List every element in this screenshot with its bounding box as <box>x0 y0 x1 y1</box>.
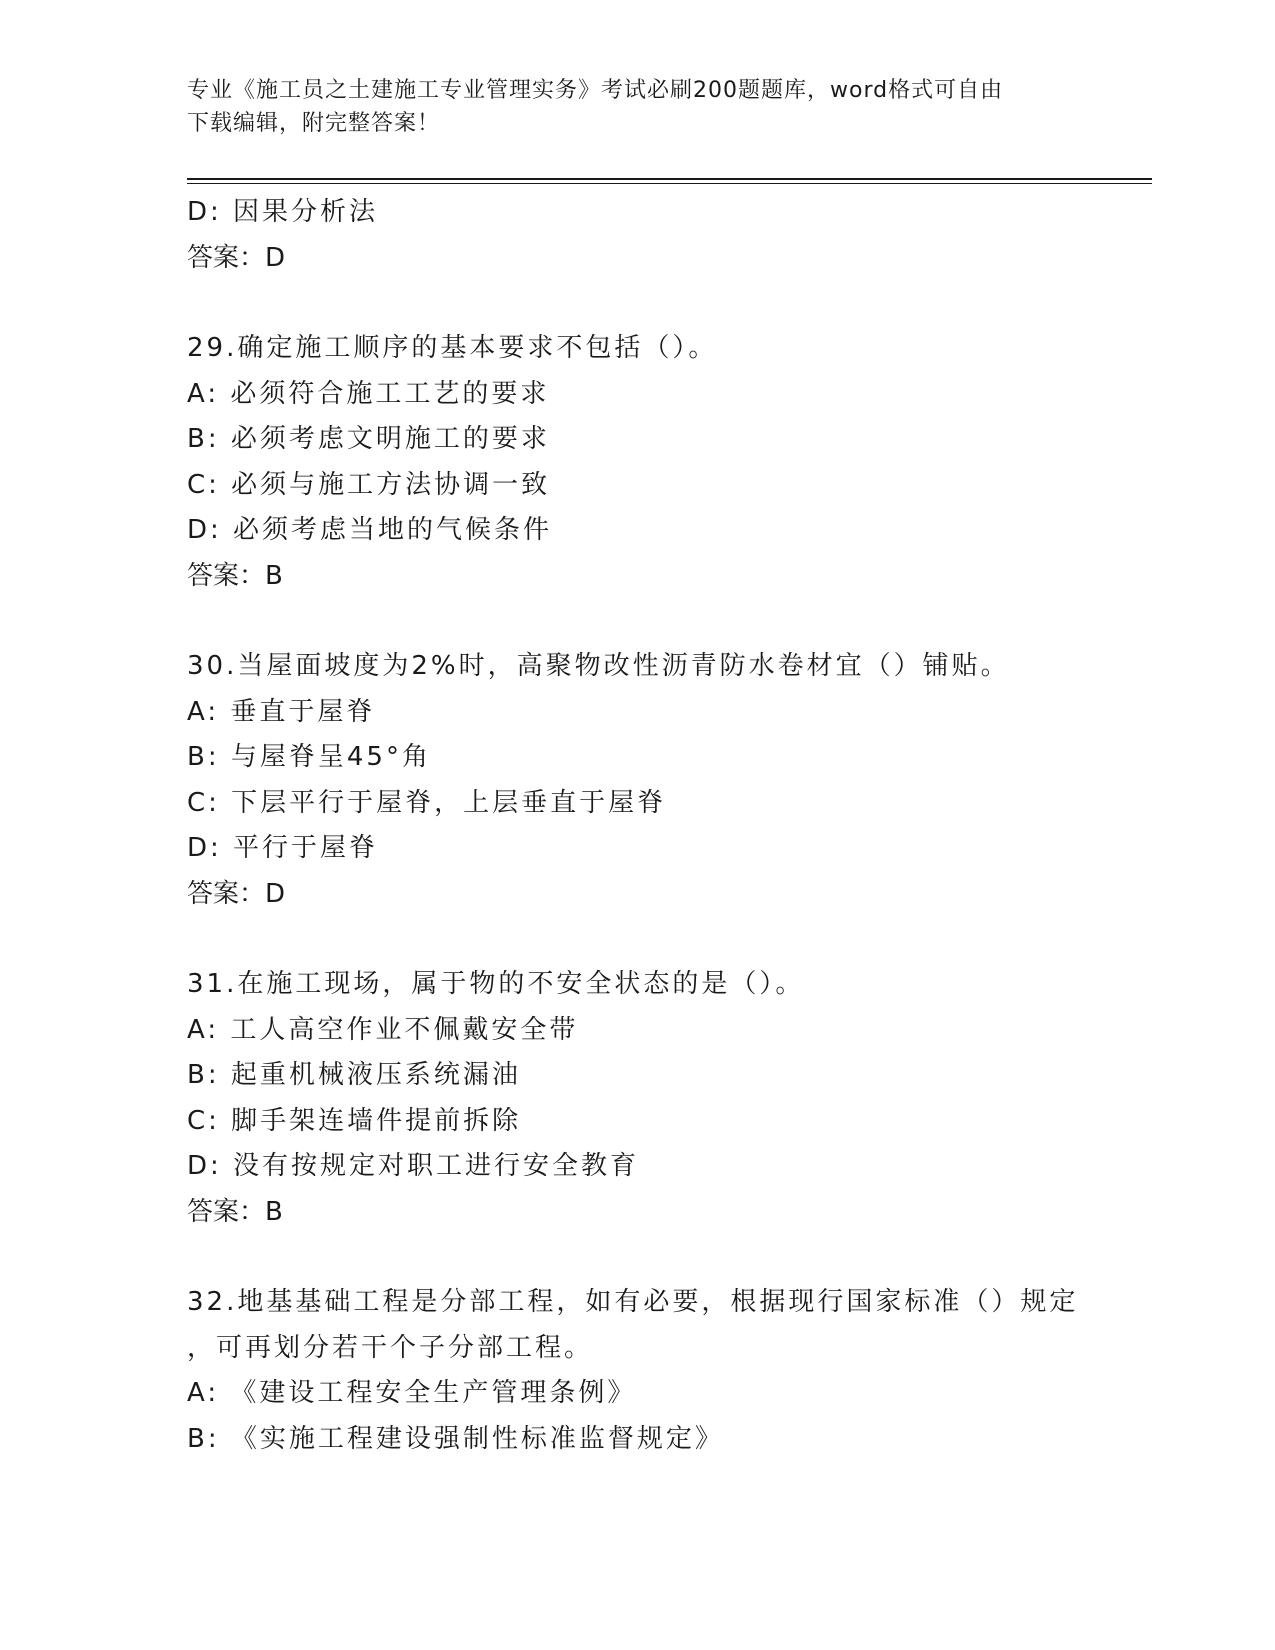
option-c: C: 必须与施工方法协调一致 <box>187 469 551 500</box>
spacer <box>187 917 1087 962</box>
question-stem: 29.确定施工顺序的基本要求不包括（）。 <box>187 333 718 363</box>
option-c: C: 下层平行于屋脊，上层垂直于屋脊 <box>187 787 667 818</box>
document-header <box>187 74 1067 140</box>
option-d: D: 必须考虑当地的气候条件 <box>187 515 553 545</box>
option-a: A: 工人高空作业不佩戴安全带 <box>187 1014 579 1045</box>
option-c: C: 脚手架连墙件提前拆除 <box>187 1105 522 1136</box>
option-a: A: 垂直于屋脊 <box>187 696 376 727</box>
answer: 答案：B <box>187 1196 283 1227</box>
option-a: A: 必须符合施工工艺的要求 <box>187 378 550 409</box>
option-b: B: 起重机械液压系统漏油 <box>187 1060 521 1090</box>
option-d: D: 因果分析法 <box>187 197 379 227</box>
header-line-2: 下载编辑，附完整答案！ <box>187 111 441 136</box>
option-d: D: 平行于屋脊 <box>187 833 379 863</box>
spacer <box>187 281 1087 326</box>
question-list <box>187 190 1087 1462</box>
option-b: B: 必须考虑文明施工的要求 <box>187 424 550 454</box>
question-stem-line-1: 32.地基基础工程是分部工程，如有必要，根据现行国家标准（）规定 <box>187 1287 1079 1317</box>
divider-thin-line <box>187 183 1152 184</box>
option-a: A: 《建设工程安全生产管理条例》 <box>187 1378 637 1408</box>
header-divider <box>187 178 1152 184</box>
spacer <box>187 599 1087 644</box>
question-30 <box>187 644 1087 917</box>
question-stem: 31.在施工现场，属于物的不安全状态的是（）。 <box>187 969 805 999</box>
answer: 答案：B <box>187 560 283 591</box>
option-b: B: 《实施工程建设强制性标准监督规定》 <box>187 1423 724 1454</box>
header-line-1: 专业《施工员之土建施工专业管理实务》考试必刷200题题库，word格式可自由 <box>187 78 1004 103</box>
answer: 答案：D <box>187 242 286 273</box>
question-stem-line-2: ，可再划分若干个子分部工程。 <box>187 1332 594 1363</box>
option-b: B: 与屋脊呈45°角 <box>187 742 431 772</box>
option-d: D: 没有按规定对职工进行安全教育 <box>187 1151 640 1181</box>
question-29 <box>187 326 1087 599</box>
divider-thick-line <box>187 178 1152 180</box>
question-stem: 30.当屋面坡度为2%时，高聚物改性沥青防水卷材宜（）铺贴。 <box>187 651 1010 681</box>
question-31 <box>187 962 1087 1235</box>
spacer <box>187 1235 1087 1280</box>
question-32 <box>187 1280 1087 1462</box>
answer: 答案：D <box>187 878 286 909</box>
